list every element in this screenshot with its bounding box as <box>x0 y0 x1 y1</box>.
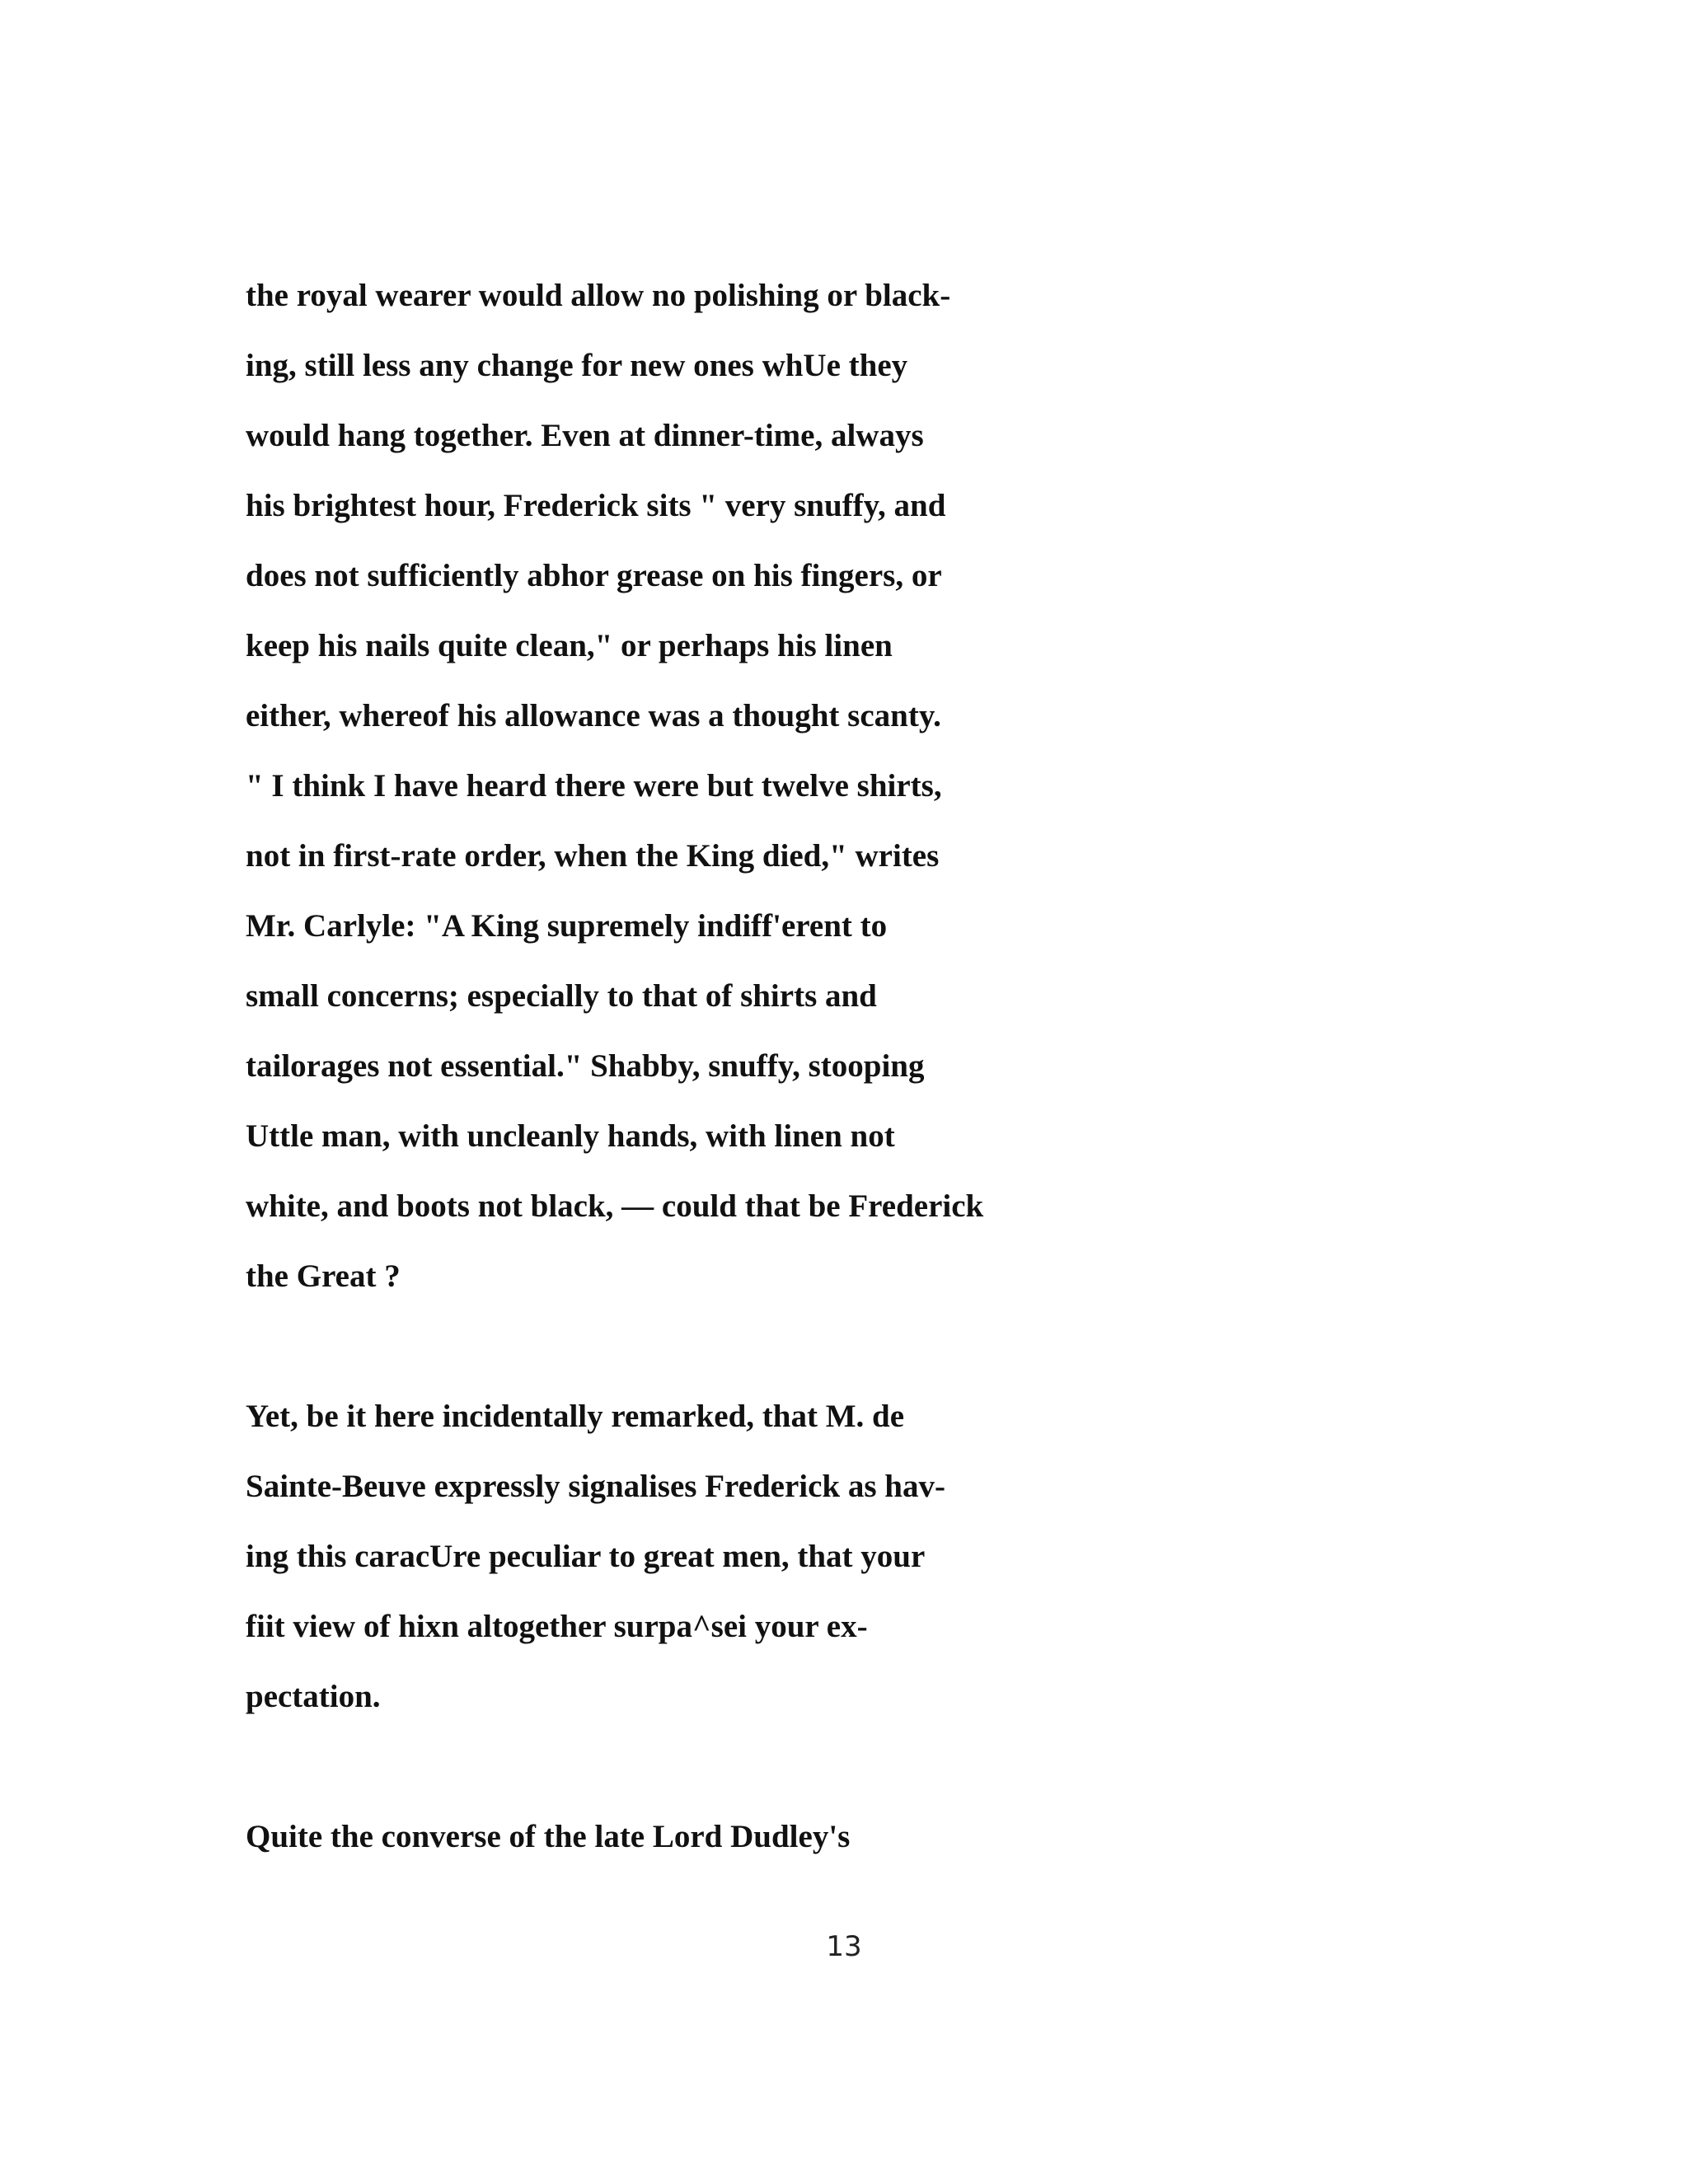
text-line: " I think I have heard there were but twelve shirts, <box>246 768 942 804</box>
text-line: tailorages not essential." Shabby, snuffy, stooping <box>246 1048 925 1084</box>
paragraph <box>246 1802 1482 1872</box>
text-line: ing this caracUre peculiar to great men, that your <box>246 1539 926 1574</box>
text-line: the Great ? <box>246 1258 401 1294</box>
text-line: pectation. <box>246 1679 381 1714</box>
text-line: keep his nails quite clean," or perhaps his linen <box>246 628 893 663</box>
text-line: not in first-rate order, when the King died," writes <box>246 838 940 874</box>
text-line: would hang together. Even at dinner-time, always <box>246 418 924 453</box>
paragraph-gap <box>246 1732 1482 1802</box>
text-line: ing, still less any change for new ones whUe they <box>246 348 908 383</box>
text-line: his brightest hour, Frederick sits " very snuffy, and <box>246 488 946 523</box>
text-line: Uttle man, with uncleanly hands, with linen not <box>246 1118 895 1154</box>
text-line: Quite the converse of the late Lord Dudley's <box>246 1819 851 1854</box>
text-line: Sainte-Beuve expressly signalises Frederick as hav- <box>246 1469 945 1504</box>
paragraph <box>246 1381 1482 1732</box>
text-line: Mr. Carlyle: "A King supremely indiff'erent to <box>246 908 888 944</box>
paragraph <box>246 260 1482 1311</box>
text-line: fiit view of hixn altogether surpa^sei your ex- <box>246 1609 868 1644</box>
text-line: does not sufficiently abhor grease on his fingers, or <box>246 558 942 593</box>
text-line: the royal wearer would allow no polishing or black- <box>246 278 951 313</box>
body-text <box>246 260 1482 1872</box>
text-line: small concerns; especially to that of shirts and <box>246 978 877 1014</box>
page-number: 13 <box>826 1930 862 1963</box>
text-line: white, and boots not black, — could that be Frederick <box>246 1188 984 1224</box>
text-line: Yet, be it here incidentally remarked, that M. de <box>246 1399 905 1434</box>
text-line: either, whereof his allowance was a thought scanty. <box>246 698 941 733</box>
paragraph-gap <box>246 1311 1482 1381</box>
